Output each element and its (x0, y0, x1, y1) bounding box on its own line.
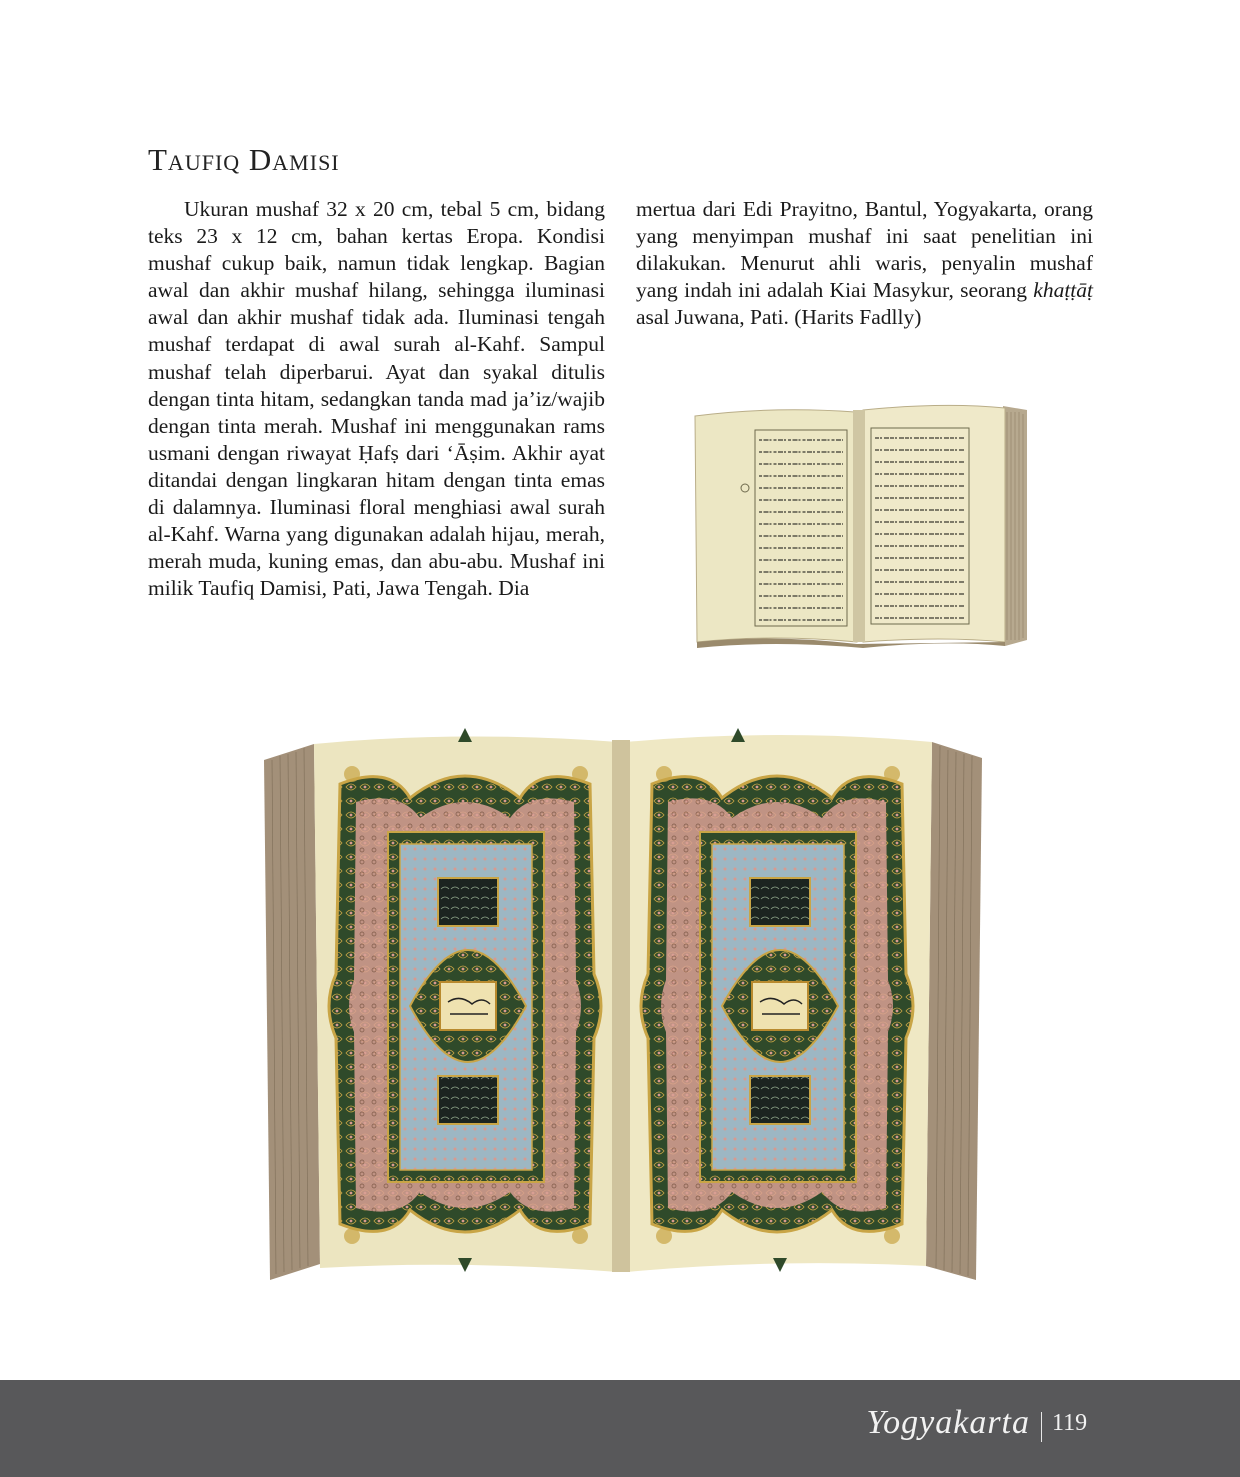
text-column-left (148, 196, 605, 602)
photo-illuminated-mushaf-spread (260, 724, 986, 1288)
page-title: Taufiq Damisi (148, 142, 340, 177)
photo-open-mushaf-text-pages (693, 402, 1031, 648)
footer-divider (1041, 1412, 1042, 1442)
page-number: 119 (1052, 1410, 1088, 1436)
text-column-right (636, 196, 1093, 331)
body-paragraph-left: Ukuran mushaf 32 x 20 cm, tebal 5 cm, bidang teks 23 x 12 cm, bahan kertas Eropa. Kondisi mushaf cukup baik, namun tidak lengkap. Bagian awal dan akhir mushaf hilang, sehingga iluminasi awal dan akhir mushaf tidak ada. Iluminasi tengah mushaf terdapat di awal surah al-Kahf. Sampul mushaf telah diperbarui. Ayat dan syakal ditulis dengan tinta hitam, sedangkan tanda mad ja’iz/wajib dengan tinta merah. Mushaf ini menggunakan rams usmani dengan riwayat Ḥafṣ dari ‘Āṣim. Akhir ayat ditandai dengan lingkaran hitam dengan tinta emas di dalamnya. Iluminasi floral menghiasi awal surah al-Kahf. Warna yang digunakan adalah hijau, merah, merah muda, kuning emas, dan abu-abu. Mushaf ini milik Taufiq Damisi, Pati, Jawa Tengah. Dia (148, 197, 605, 601)
footer-region-label: Yogyakarta (866, 1404, 1030, 1441)
body-paragraph-right (636, 196, 1093, 331)
italic-term: khaṭṭāṭ (1033, 278, 1093, 303)
paragraph-text-end: asal Juwana, Pati. (Harits Fadlly) (636, 305, 922, 330)
footer-bar (0, 1380, 1240, 1477)
paragraph-text-start: mertua dari Edi Prayitno, Bantul, Yogyakarta, orang yang menyimpan mushaf ini saat penelitian ini dilakukan. Menurut ahli waris, penyalin mushaf yang indah ini adalah Kiai Masykur, seorang (636, 197, 1093, 303)
